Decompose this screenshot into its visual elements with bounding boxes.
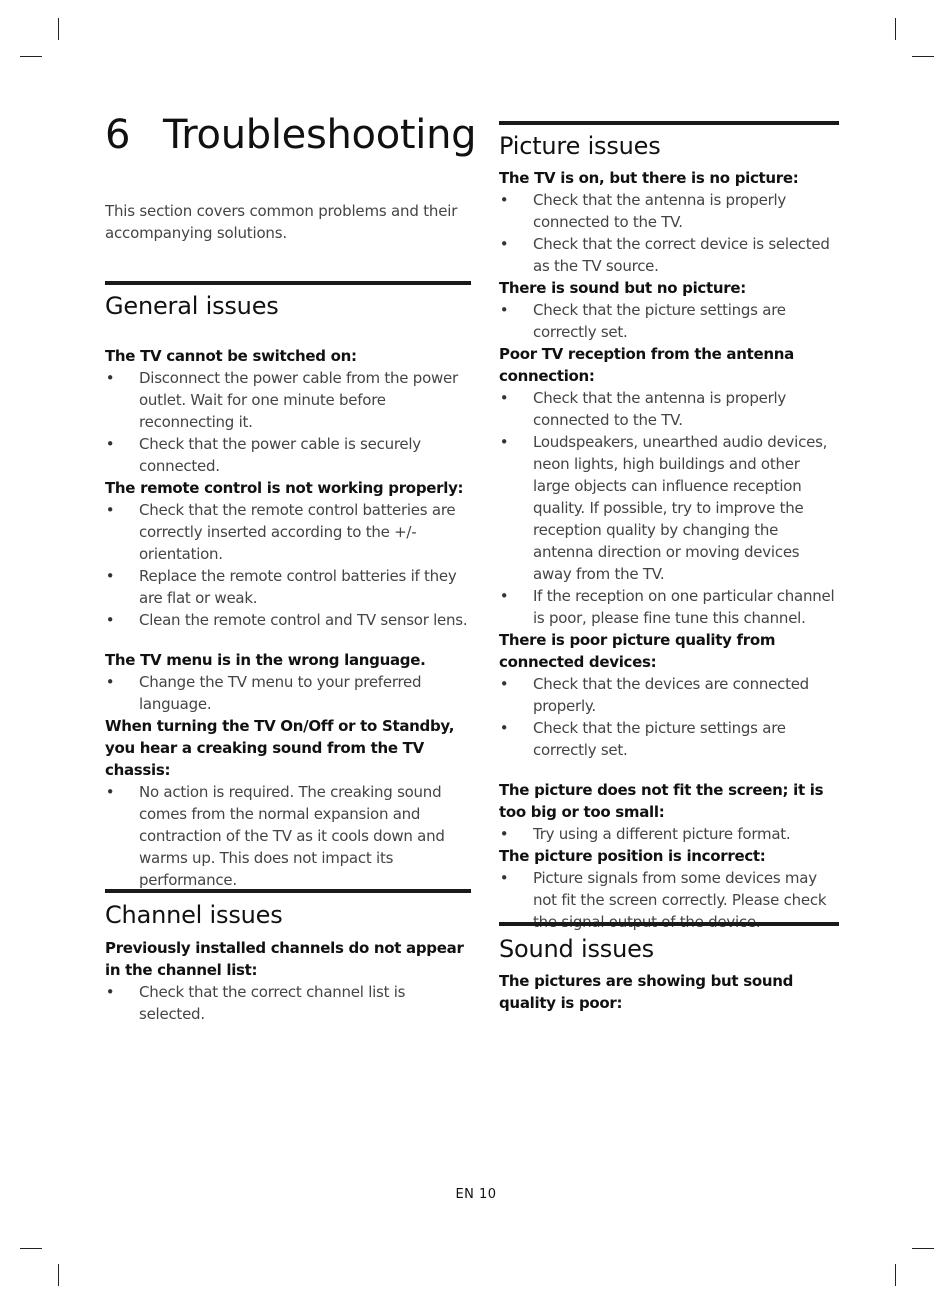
solution-list xyxy=(105,671,471,715)
section-rule xyxy=(105,889,471,893)
crop-mark xyxy=(895,18,896,40)
solution-list xyxy=(499,189,839,277)
bullet-icon: • xyxy=(499,301,509,319)
solution-text: Disconnect the power cable from the power outlet. Wait for one minute before reconnecting it. xyxy=(139,369,458,431)
solution-text: If the reception on one particular channel is poor, please fine tune this channel. xyxy=(533,587,835,627)
solution-text: Check that the devices are connected properly. xyxy=(533,675,809,715)
section-rule xyxy=(105,281,471,285)
section-title: Channel issues xyxy=(105,901,283,929)
solution-text: Check that the remote control batteries are correctly inserted according to the +/- orientation. xyxy=(139,501,456,563)
bullet-icon: • xyxy=(105,673,115,691)
solution-text: Clean the remote control and TV sensor lens. xyxy=(139,611,468,629)
solution-list xyxy=(105,781,471,891)
issue-list xyxy=(499,167,839,933)
section-title: Picture issues xyxy=(499,132,661,160)
issue-question: There is poor picture quality from connected devices: xyxy=(499,631,776,671)
bullet-icon: • xyxy=(499,389,509,407)
bullet-icon: • xyxy=(105,567,115,585)
solution-item xyxy=(105,433,471,477)
solution-item xyxy=(499,299,839,343)
solution-text: Check that the picture settings are correctly set. xyxy=(533,719,786,759)
solution-text: Replace the remote control batteries if they are flat or weak. xyxy=(139,567,457,607)
issue-question: The TV menu is in the wrong language. xyxy=(105,651,426,669)
solution-item xyxy=(105,367,471,433)
issue-question: Previously installed channels do not appear in the channel list: xyxy=(105,939,464,979)
issue-list xyxy=(105,937,471,1025)
issue-question: The picture position is incorrect: xyxy=(499,847,766,865)
bullet-icon: • xyxy=(499,587,509,605)
bullet-icon: • xyxy=(105,611,115,629)
bullet-icon: • xyxy=(105,369,115,387)
bullet-icon: • xyxy=(105,501,115,519)
solution-list xyxy=(499,673,839,761)
section-sound-issues xyxy=(499,922,839,1014)
page-number: EN 10 xyxy=(455,1187,497,1202)
bullet-icon: • xyxy=(499,433,509,451)
section-picture-issues xyxy=(499,121,839,933)
bullet-icon: • xyxy=(105,983,115,1001)
intro-text: This section covers common problems and their accompanying solutions. xyxy=(105,202,458,242)
solution-text: No action is required. The creaking sound comes from the normal expansion and contraction of the TV as it cools down and warms up. This does not impact its performance. xyxy=(139,783,445,889)
chapter-number: 6 xyxy=(105,112,131,158)
solution-item xyxy=(105,981,471,1025)
solution-text: Try using a different picture format. xyxy=(533,825,791,843)
solution-text: Check that the antenna is properly connected to the TV. xyxy=(533,389,787,429)
solution-text: Loudspeakers, unearthed audio devices, neon lights, high buildings and other large objects can influence reception quality. If possible, try to improve the reception quality by changing the antenna direction or moving devices away from the TV. xyxy=(533,433,828,583)
solution-item xyxy=(499,387,839,431)
solution-item xyxy=(105,671,471,715)
bullet-icon: • xyxy=(499,191,509,209)
section-channel-issues xyxy=(105,889,471,1025)
bullet-icon: • xyxy=(499,825,509,843)
solution-item xyxy=(499,233,839,277)
solution-item xyxy=(499,585,839,629)
solution-item xyxy=(499,823,839,845)
crop-mark xyxy=(58,1264,59,1286)
issue-question: The picture does not fit the screen; it is too big or too small: xyxy=(499,781,824,821)
bullet-icon: • xyxy=(499,719,509,737)
bullet-icon: • xyxy=(105,435,115,453)
crop-mark xyxy=(58,18,59,40)
section-rule xyxy=(499,121,839,125)
solution-text: Check that the correct device is selected as the TV source. xyxy=(533,235,830,275)
solution-text: Check that the power cable is securely connected. xyxy=(139,435,421,475)
chapter-title-text: Troubleshooting xyxy=(163,112,477,158)
crop-mark xyxy=(895,1264,896,1286)
crop-mark xyxy=(20,56,42,57)
solution-list xyxy=(499,299,839,343)
crop-mark xyxy=(912,1248,934,1249)
bullet-icon: • xyxy=(499,235,509,253)
issue-question: Poor TV reception from the antenna connection: xyxy=(499,345,794,385)
bullet-icon: • xyxy=(499,869,509,887)
solution-item xyxy=(499,431,839,585)
solution-list xyxy=(499,823,839,845)
solution-list xyxy=(499,387,839,629)
solution-text: Check that the correct channel list is selected. xyxy=(139,983,406,1023)
solution-list xyxy=(105,367,471,477)
solution-item xyxy=(499,673,839,717)
solution-item xyxy=(105,609,471,631)
section-title: Sound issues xyxy=(499,935,654,963)
bullet-icon: • xyxy=(499,675,509,693)
solution-item xyxy=(105,499,471,565)
crop-mark xyxy=(912,56,934,57)
solution-list xyxy=(105,981,471,1025)
section-title: General issues xyxy=(105,292,279,320)
crop-mark xyxy=(20,1248,42,1249)
solution-text: Change the TV menu to your preferred language. xyxy=(139,673,422,713)
issue-question: The remote control is not working properly: xyxy=(105,479,464,497)
issue-list xyxy=(105,345,471,891)
solution-text: Picture signals from some devices may not fit the screen correctly. Please check xyxy=(533,869,827,909)
solution-item xyxy=(499,189,839,233)
solution-item xyxy=(105,565,471,609)
solution-item xyxy=(499,717,839,761)
bullet-icon: • xyxy=(105,783,115,801)
issue-question: The TV is on, but there is no picture: xyxy=(499,169,799,187)
chapter-title xyxy=(105,112,476,158)
issue-question: There is sound but no picture: xyxy=(499,279,746,297)
solution-text: Check that the picture settings are correctly set. xyxy=(533,301,786,341)
issue-question: When turning the TV On/Off or to Standby, you hear a creaking sound from the TV chassis: xyxy=(105,717,455,779)
issue-question: The TV cannot be switched on: xyxy=(105,347,357,365)
solution-item xyxy=(105,781,471,891)
solution-list xyxy=(105,499,471,631)
section-general-issues xyxy=(105,281,471,891)
issue-question: The pictures are showing but sound quality is poor: xyxy=(499,972,794,1012)
section-rule xyxy=(499,922,839,926)
solution-text: Check that the antenna is properly connected to the TV. xyxy=(533,191,787,231)
issue-list xyxy=(499,970,839,1014)
